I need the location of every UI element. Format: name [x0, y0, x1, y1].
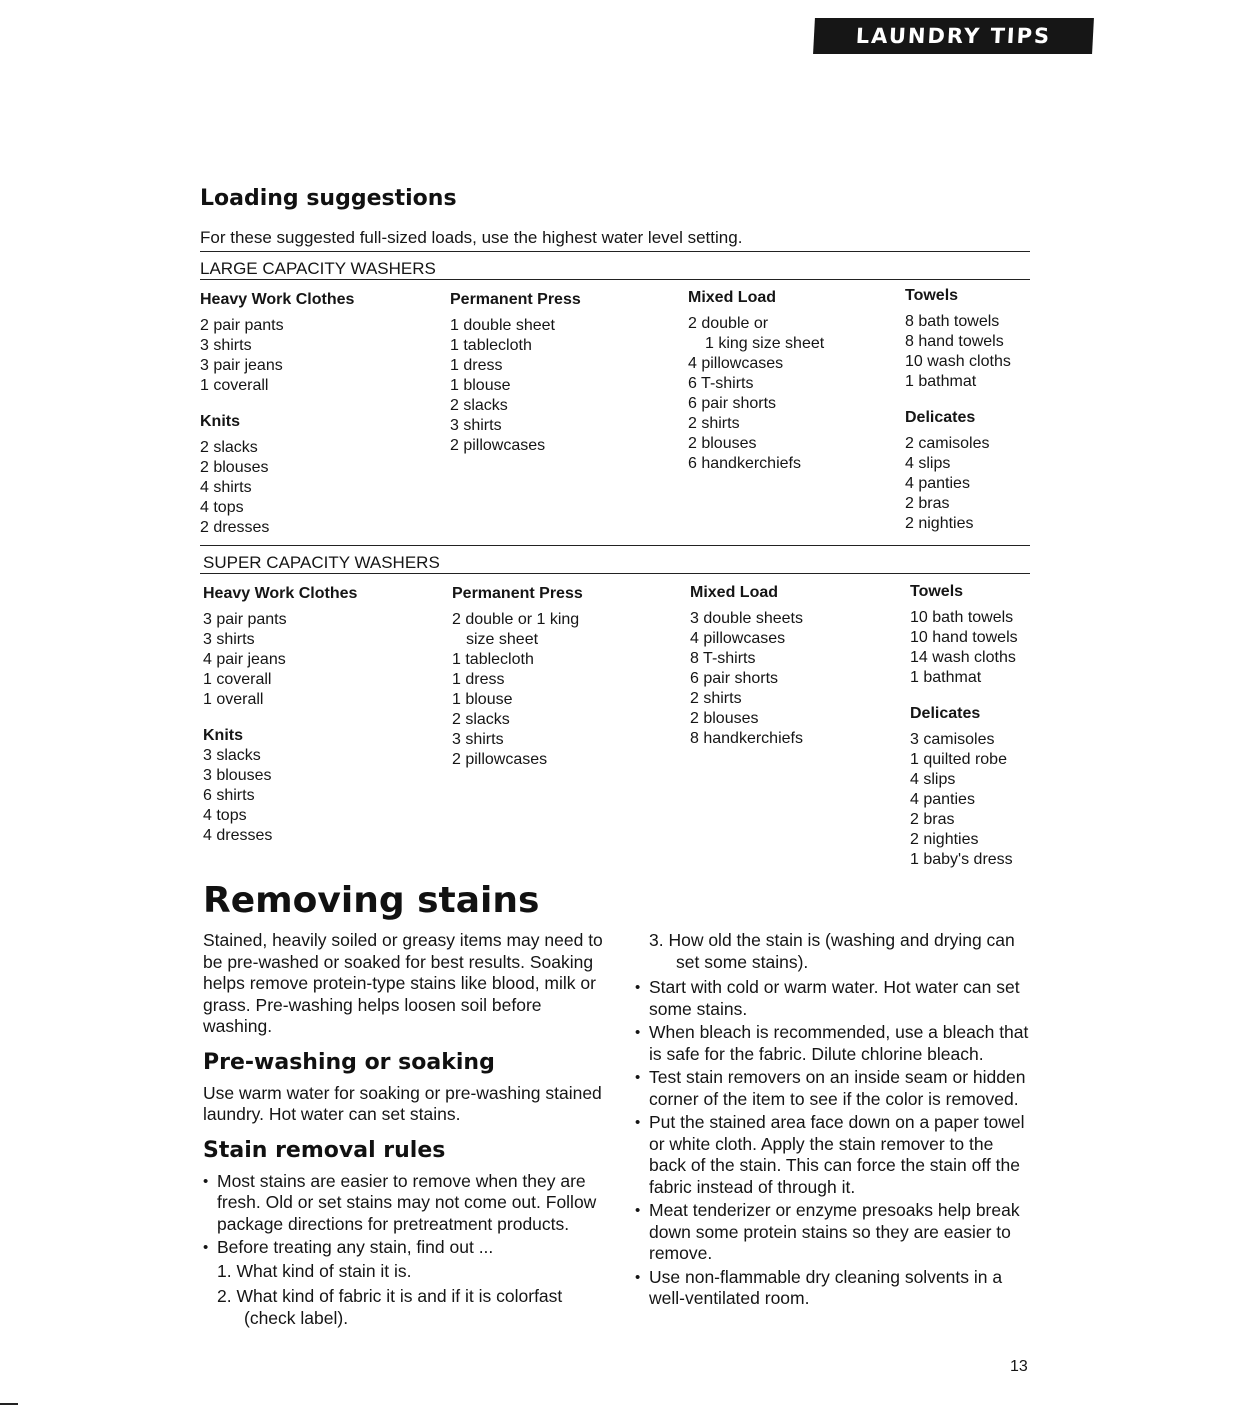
super-capacity-label: SUPER CAPACITY WASHERS: [203, 553, 440, 572]
list-item: 2 dresses: [200, 519, 270, 536]
list-item: 1 tablecloth: [450, 337, 532, 354]
section-banner: LAUNDRY TIPS: [813, 18, 1094, 54]
list-item: 6 pair shorts: [688, 395, 777, 412]
super-delicates-title: Delicates: [910, 705, 981, 722]
super-col-towels-delicates: [910, 582, 1018, 870]
list-item: 3 pair jeans: [200, 357, 283, 374]
list-item: 3 pair pants: [203, 611, 287, 628]
list-item: 4 tops: [203, 807, 247, 824]
list-item: 2 blouses: [688, 435, 757, 452]
list-item: 2 slacks: [452, 711, 510, 728]
list-item: 1 tablecloth: [452, 651, 534, 668]
list-item: 1 coverall: [200, 377, 269, 394]
list-item: 4 tops: [200, 499, 244, 516]
list-item: 1 baby's dress: [910, 851, 1013, 868]
list-item: 1 blouse: [452, 691, 513, 708]
large-capacity-rule: [200, 279, 1030, 280]
list-item: 2 slacks: [200, 439, 258, 456]
list-item: 14 wash cloths: [910, 649, 1016, 666]
super-col-permanent-press: [452, 584, 583, 770]
list-item: 3 shirts: [200, 337, 252, 354]
list-item: 4 panties: [905, 475, 970, 492]
super-col-heavy-knits: [203, 584, 357, 846]
large-col-mixed-load: [688, 288, 824, 474]
list-item: 4 dresses: [203, 827, 273, 844]
list-item: 1 bathmat: [910, 669, 982, 686]
super-top-rule: [200, 545, 1030, 546]
list-item: 4 shirts: [200, 479, 252, 496]
list-item: 8 handkerchiefs: [690, 730, 803, 747]
large-capacity-label: LARGE CAPACITY WASHERS: [200, 259, 436, 278]
list-item: 10 wash cloths: [905, 353, 1011, 370]
find-out-item: 1. What kind of stain it is.: [217, 1260, 412, 1281]
stains-intro: Stained, heavily soiled or greasy items may need to be pre-washed or soaked for best results. Soaking helps remove protein-type stains like blood, milk or grass. Pre-washing helps loosen soil before washing.: [203, 930, 603, 1036]
list-item: 2 nighties: [910, 831, 979, 848]
rule-item: • Put the stained area face down on a paper towel or white cloth. Apply the stain remover to the back of the stain. This can force the stain off the fabric instead of through it.: [635, 1112, 1035, 1198]
list-item: 3 shirts: [452, 731, 504, 748]
list-item: 3 shirts: [450, 417, 502, 434]
list-item: 2 blouses: [690, 710, 759, 727]
rule-item: • Meat tenderizer or enzyme presoaks help break down some protein stains so they are easier to remove.: [635, 1200, 1035, 1265]
large-heavy-title: Heavy Work Clothes: [200, 291, 355, 308]
find-out-item: 2. What kind of fabric it is and if it is colorfast (check label).: [217, 1286, 563, 1328]
stains-right-column: [635, 930, 1035, 1312]
large-col-heavy-knits: [200, 290, 354, 538]
list-item: 1 dress: [452, 671, 505, 688]
list-item: 2 nighties: [905, 515, 974, 532]
large-mixed-load-title: Mixed Load: [688, 289, 777, 306]
list-item: 1 king size sheet: [705, 335, 825, 352]
top-rule: [200, 251, 1030, 252]
rules-list: [203, 1171, 603, 1259]
large-col-towels-delicates: [905, 286, 1011, 534]
super-mixed-load-title: Mixed Load: [690, 584, 779, 601]
list-item: 6 T-shirts: [688, 375, 754, 392]
list-item: 1 quilted robe: [910, 751, 1007, 768]
list-item: 2 pillowcases: [450, 437, 546, 454]
rule-item: • Start with cold or warm water. Hot water can set some stains.: [635, 977, 1035, 1020]
list-item: 2 bras: [910, 811, 955, 828]
list-item: 4 pillowcases: [690, 630, 786, 647]
list-item: 2 shirts: [690, 690, 742, 707]
corner-mark: [0, 1403, 18, 1405]
list-item: 2 double or 1 king: [452, 611, 580, 628]
list-item: 10 hand towels: [910, 629, 1018, 646]
rule-item: • When bleach is recommended, use a bleach that is safe for the fabric. Dilute chlorine bleach.: [635, 1022, 1035, 1065]
list-item: 8 bath towels: [905, 313, 1000, 330]
list-item: 2 pair pants: [200, 317, 284, 334]
list-item: 4 slips: [905, 455, 951, 472]
stains-title: Removing stains: [203, 880, 540, 921]
rule-item: • Test stain removers on an inside seam or hidden corner of the item to see if the color is removed.: [635, 1067, 1035, 1110]
find-out-item: 3. How old the stain is (washing and drying can set some stains).: [649, 930, 1015, 972]
list-item: 2 camisoles: [905, 435, 990, 452]
super-capacity-rule: [200, 573, 1030, 574]
super-permanent-press-title: Permanent Press: [452, 585, 583, 602]
list-item: 4 pair jeans: [203, 651, 286, 668]
list-item: 4 pillowcases: [688, 355, 784, 372]
list-item: 6 shirts: [203, 787, 255, 804]
large-col-permanent-press: [450, 290, 581, 456]
list-item: 2 double or: [688, 315, 769, 332]
super-col-mixed-load: [690, 583, 803, 749]
rule-item: • Use non-flammable dry cleaning solvents in a well-ventilated room.: [635, 1267, 1035, 1310]
loading-title: Loading suggestions: [200, 186, 457, 211]
list-item: 6 pair shorts: [690, 670, 779, 687]
large-knits-title: Knits: [200, 413, 240, 430]
list-item: 2 shirts: [688, 415, 740, 432]
list-item: 3 shirts: [203, 631, 255, 648]
list-item: 1 dress: [450, 357, 503, 374]
loading-intro: For these suggested full-sized loads, use the highest water level setting.: [200, 228, 743, 247]
list-item: 1 overall: [203, 691, 264, 708]
find-out-list: [203, 1261, 603, 1330]
list-item: 8 hand towels: [905, 333, 1004, 350]
prewash-title: Pre-washing or soaking: [203, 1049, 495, 1075]
list-item: 2 bras: [905, 495, 950, 512]
list-item: 8 T-shirts: [690, 650, 756, 667]
list-item: 2 slacks: [450, 397, 508, 414]
list-item: 3 slacks: [203, 747, 261, 764]
list-item: 4 panties: [910, 791, 975, 808]
list-item: 6 handkerchiefs: [688, 455, 801, 472]
list-item: 3 blouses: [203, 767, 272, 784]
rules-title: Stain removal rules: [203, 1137, 446, 1163]
list-item: 3 camisoles: [910, 731, 995, 748]
prewash-text: Use warm water for soaking or pre-washing stained laundry. Hot water can set stains.: [203, 1082, 602, 1124]
list-item: 1 bathmat: [905, 373, 977, 390]
super-knits-title: Knits: [203, 727, 243, 744]
large-delicates-title: Delicates: [905, 409, 976, 426]
rule-item: • Most stains are easier to remove when they are fresh. Old or set stains may not come out. Follow package directions for pretreatment products.: [203, 1171, 603, 1236]
large-towels-title: Towels: [905, 287, 959, 304]
list-item: 2 blouses: [200, 459, 269, 476]
page-number: 13: [1010, 1358, 1028, 1375]
list-item: size sheet: [466, 631, 539, 648]
list-item: 2 pillowcases: [452, 751, 548, 768]
list-item: 1 coverall: [203, 671, 272, 688]
list-item: 4 slips: [910, 771, 956, 788]
rules-list-continued: [635, 977, 1035, 1310]
super-heavy-title: Heavy Work Clothes: [203, 585, 358, 602]
find-out-list-continued: [635, 930, 1035, 973]
list-item: 3 double sheets: [690, 610, 803, 627]
list-item: 1 double sheet: [450, 317, 555, 334]
stains-left-column: [203, 930, 603, 1333]
list-item: 1 blouse: [450, 377, 511, 394]
list-item: 10 bath towels: [910, 609, 1014, 626]
large-permanent-press-title: Permanent Press: [450, 291, 581, 308]
rule-item: • Before treating any stain, find out ...: [203, 1237, 603, 1259]
super-towels-title: Towels: [910, 583, 964, 600]
